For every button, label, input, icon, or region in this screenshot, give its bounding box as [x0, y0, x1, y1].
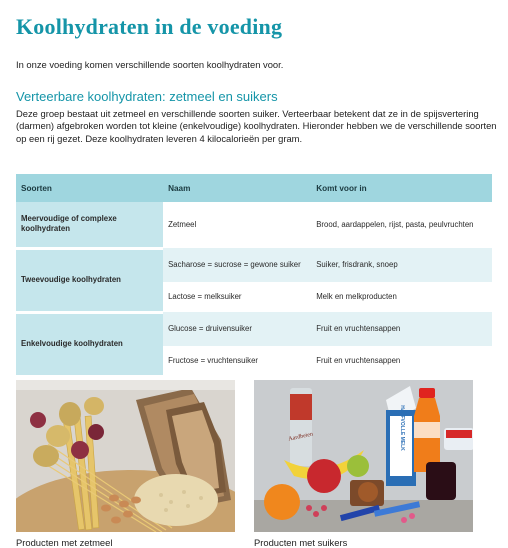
- section-paragraph: Deze groep bestaat uit zetmeel en verschillende soorten suiker. Verteerbaar betekent dat ze in de spijsvertering (darmen) afgebroken worden tot kleine (enkelvoudige) koolhydraten. Hieronder hebben we de verschillende soorten op een rij gezet. Deze koolhydraten leveren 4 kilocalorieën per gram.: [16, 108, 497, 144]
- table-header-row: [16, 174, 492, 202]
- category-cell: Tweevoudige koolhydraten: [16, 248, 163, 312]
- category-cell: Enkelvoudige koolhydraten: [16, 312, 163, 376]
- starch-products-photo: [16, 380, 235, 532]
- category-cell: Meervoudige of complexe koolhydraten: [16, 202, 163, 248]
- milk-carton-label: HALFVOLLE MELK: [399, 405, 405, 451]
- section-heading: Verteerbare koolhydraten: zetmeel en suikers: [16, 89, 278, 104]
- sugar-products-photo: [254, 380, 473, 532]
- header-naam: Naam: [163, 174, 311, 202]
- source-cell: Suiker, frisdrank, snoep: [311, 248, 492, 282]
- name-cell: Lactose = melksuiker: [163, 282, 311, 312]
- yogurt-label: Aardbeien: [287, 431, 314, 443]
- name-cell: Glucose = druivensuiker: [163, 312, 311, 346]
- name-cell: Sacharose = sucrose = gewone suiker: [163, 248, 311, 282]
- header-komt-voor-in: Komt voor in: [311, 174, 492, 202]
- source-cell: Fruit en vruchtensappen: [311, 312, 492, 346]
- table-row: [16, 202, 492, 248]
- carbohydrate-table: [16, 174, 492, 378]
- name-cell: Fructose = vruchtensuiker: [163, 346, 311, 376]
- page-title: Koolhydraten in de voeding: [16, 14, 283, 39]
- name-cell: Zetmeel: [163, 202, 311, 248]
- table-row: [16, 312, 492, 346]
- table-row: [16, 248, 492, 282]
- header-soorten: Soorten: [16, 174, 163, 202]
- intro-text: In onze voeding komen verschillende soorten koolhydraten voor.: [16, 59, 284, 70]
- sugar-photo-caption: Producten met suikers: [254, 537, 348, 548]
- source-cell: Fruit en vruchtensappen: [311, 346, 492, 376]
- starch-photo-caption: Producten met zetmeel: [16, 537, 113, 548]
- source-cell: Melk en melkproducten: [311, 282, 492, 312]
- source-cell: Brood, aardappelen, rijst, pasta, peulvruchten: [311, 202, 492, 248]
